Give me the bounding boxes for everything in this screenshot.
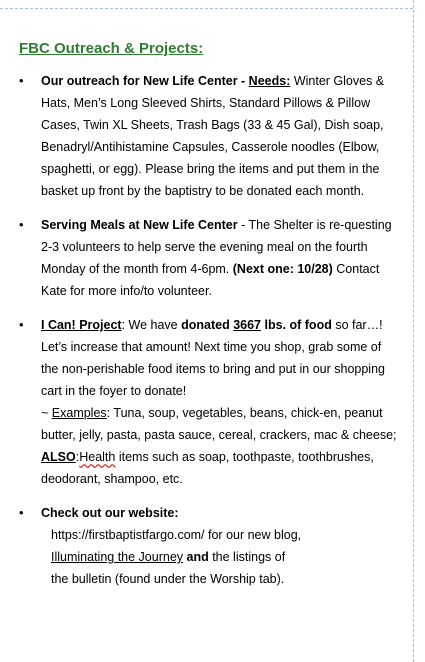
examples-label: Examples (51, 406, 107, 420)
list-item-website (0, 502, 412, 590)
examples-paragraph (41, 406, 397, 486)
section-title: FBC Outreach & Projects: (19, 40, 204, 57)
and-word: and (183, 550, 209, 564)
examples-prefix: ~ (41, 406, 52, 420)
item-lead: Our outreach for New Life Center - (41, 74, 249, 88)
item-lead: Check out our website: (41, 506, 179, 520)
bullet-icon: • (19, 217, 24, 232)
also-colon: : (75, 450, 80, 464)
item-text-2: so far…! Let’s increase that amount! Next time you shop, grab some of the non-perishable food items to bring and put in our shopping cart in the foyer to donate! (41, 318, 385, 398)
next-date: (Next one: 10/28) (232, 262, 333, 276)
bullet-list (0, 70, 412, 590)
list-item-i-can-project (0, 314, 412, 490)
health-word: Health (79, 450, 116, 464)
item-lead: I Can! Project (41, 318, 122, 332)
list-item-serving-meals (0, 214, 412, 302)
line-2-rest: the listings of (208, 550, 286, 564)
needs-label: Needs: (248, 74, 291, 88)
donated-label: donated (181, 318, 234, 332)
item-text: Winter Gloves & Hats, Men’s Long Sleeved Shirts, Standard Pillows & Pillow Cases, Twin XL Sheets, Trash Bags (33 & 45 Gal), Dish soap, Benadryl/Antihistamine Capsules, Casserole noodles (Elbow, spaghetti, or egg). Please bring the items and put them in the basket up front by the baptistry to be donated each month. (41, 74, 385, 198)
bullet-icon: • (19, 73, 24, 88)
also-label: ALSO (41, 450, 76, 464)
donated-amount: 3667 (233, 318, 262, 332)
donated-unit: lbs. of food (261, 318, 332, 332)
list-item-new-life-center (0, 70, 412, 202)
examples-text: : Tuna, soup, vegetables, beans, chick-en, peanut butter, jelly, pasta, pasta sauce, cereal, crackers, mac & cheese; (41, 406, 397, 442)
website-line-2 (41, 546, 400, 568)
bullet-icon: • (19, 317, 24, 332)
website-link[interactable]: https://firstbaptistfargo.com/ for our new blog, (51, 528, 302, 542)
blog-link[interactable]: Illuminating the Journey (51, 550, 184, 564)
item-text: - The Shelter is re-questing 2-3 volunteers to help serve the evening meal on the fourth Monday of the month from 4-6pm. (41, 218, 392, 276)
page-frame-right (413, 0, 414, 662)
item-lead: Serving Meals at New Life Center (41, 218, 238, 232)
also-text: items such as soap, toothpaste, toothbrushes, deodorant, shampoo, etc. (41, 450, 374, 486)
bullet-icon: • (19, 505, 24, 520)
item-text-after: Contact Kate for more info/to volunteer. (41, 262, 380, 298)
website-line-3: the bulletin (found under the Worship tab). (51, 572, 285, 586)
item-text: : We have (121, 318, 182, 332)
